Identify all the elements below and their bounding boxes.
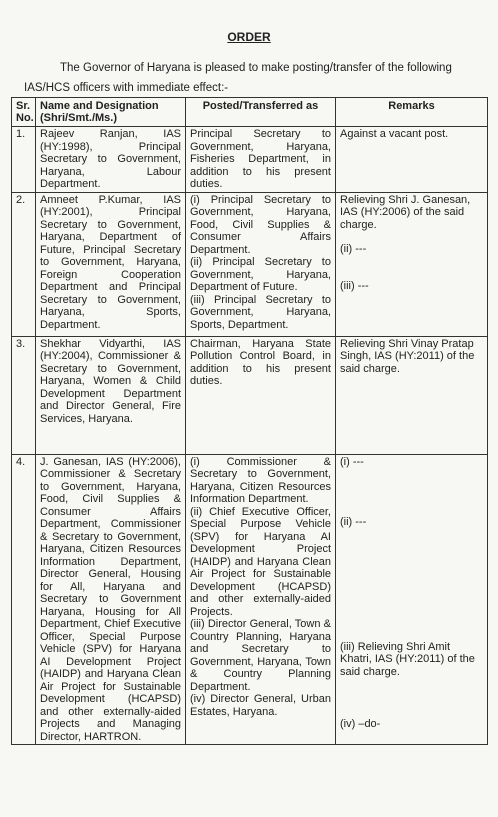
intro-line-1: The Governor of Haryana is pleased to make posting/transfer of the following [60, 62, 452, 74]
row-remarks [336, 127, 488, 193]
header-name-designation: Name and Designation (Shri/Smt./Ms.) [36, 98, 186, 127]
posted-item: Principal Secretary to Government, Haryana, Fisheries Department, in addition to his present duties. [190, 128, 331, 190]
remark-item: Relieving Shri J. Ganesan, IAS (HY:2006) of the said charge. [340, 193, 471, 231]
row-remarks [336, 336, 488, 454]
table-row [12, 454, 488, 745]
posted-item: (iv) Director General, Urban Estates, Haryana. [190, 693, 331, 718]
header-remarks: Remarks [336, 98, 488, 127]
table-header-row [12, 98, 488, 127]
posted-item: (ii) Principal Secretary to Government, Haryana, Department of Future. [190, 256, 331, 293]
posted-item: (iii) Principal Secretary to Government, Haryana, Sports, Department. [190, 293, 331, 331]
row-posted [186, 127, 336, 193]
intro-line-2: IAS/HCS officers with immediate effect:- [24, 82, 229, 94]
posting-table [11, 97, 488, 745]
row-posted [186, 192, 336, 336]
row-name-designation: J. Ganesan, IAS (HY:2006), Commissioner & Secretary to Government, Haryana, Food, Civil Supplies & Consumer Affairs Department, Commissioner & Secretary to Government, Haryana, Citizen Resources Information Department, Director General, Housing for All, Haryana and Secretary to Government Haryana, Housing for All Department, Chief Executive Officer, Special Purpose Vehicle (SPV) for Haryana AI Development Project (HAIDP) and Haryana Clean Air Project for Sustainable Development (HCAPSD) and other externally-aided Projects and Managing Director, HARTRON. [36, 454, 186, 745]
row-sr-no: 4. [12, 454, 36, 745]
row-sr-no: 2. [12, 192, 36, 336]
intro-paragraph [24, 58, 479, 98]
row-sr-no: 1. [12, 127, 36, 193]
header-posted-transferred: Posted/Transferred as [186, 98, 336, 127]
remark-item: (i) --- [340, 455, 364, 468]
posted-item: (ii) Chief Executive Officer, Special Purpose Vehicle (SPV) for Haryana AI Development Project (HAIDP) and Haryana Clean Air Project for Sustainable Development (HCAPSD) and other externally-aided Projects. [190, 505, 331, 618]
row-name-designation: Shekhar Vidyarthi, IAS (HY:2004), Commissioner & Secretary to Government, Haryana, Women & Child Development Department and Director General, Fire Services, Haryana. [36, 336, 186, 454]
posted-item: (iii) Director General, Town & Country Planning, Haryana and Secretary to Government, Haryana, Town & Country Planning Department. [190, 618, 331, 693]
posted-item: (i) Principal Secretary to Government, Haryana, Food, Civil Supplies & Consumer Affairs Department. [190, 193, 331, 256]
document-title: ORDER [227, 30, 271, 44]
row-sr-no: 3. [12, 336, 36, 454]
remark-item: (iii) Relieving Shri Amit Khatri, IAS (HY:2011) of the said charge. [340, 640, 475, 678]
row-posted [186, 336, 336, 454]
header-sr-no: Sr. No. [12, 98, 36, 127]
row-name-designation: Amneet P.Kumar, IAS (HY:2001), Principal Secretary to Government, Haryana, Department of Future, Principal Secretary to Government, Haryana, Foreign Cooperation Department and Principal Secretary to Government, Haryana, Sports, Department. [36, 192, 186, 336]
row-remarks [336, 192, 488, 336]
table-row [12, 336, 488, 454]
row-name-designation: Rajeev Ranjan, IAS (HY:1998), Principal Secretary to Government, Haryana, Labour Department. [36, 127, 186, 193]
posted-item: Chairman, Haryana State Pollution Control Board, in addition to his present duties. [190, 337, 331, 387]
remark-item: (iii) --- [340, 279, 369, 292]
remark-item: Against a vacant post. [340, 128, 449, 140]
remark-item: (iv) –do- [340, 718, 381, 730]
row-remarks [336, 454, 488, 745]
table-row [12, 192, 488, 336]
posted-item: (i) Commissioner & Secretary to Government, Haryana, Citizen Resources Information Department. [190, 455, 331, 505]
remark-item: (ii) --- [340, 243, 367, 255]
remark-item: Relieving Shri Vinay Pratap Singh, IAS (HY:2011) of the said charge. [340, 337, 475, 375]
row-posted [186, 454, 336, 745]
table-row [12, 127, 488, 193]
remark-item: (ii) --- [340, 516, 367, 528]
